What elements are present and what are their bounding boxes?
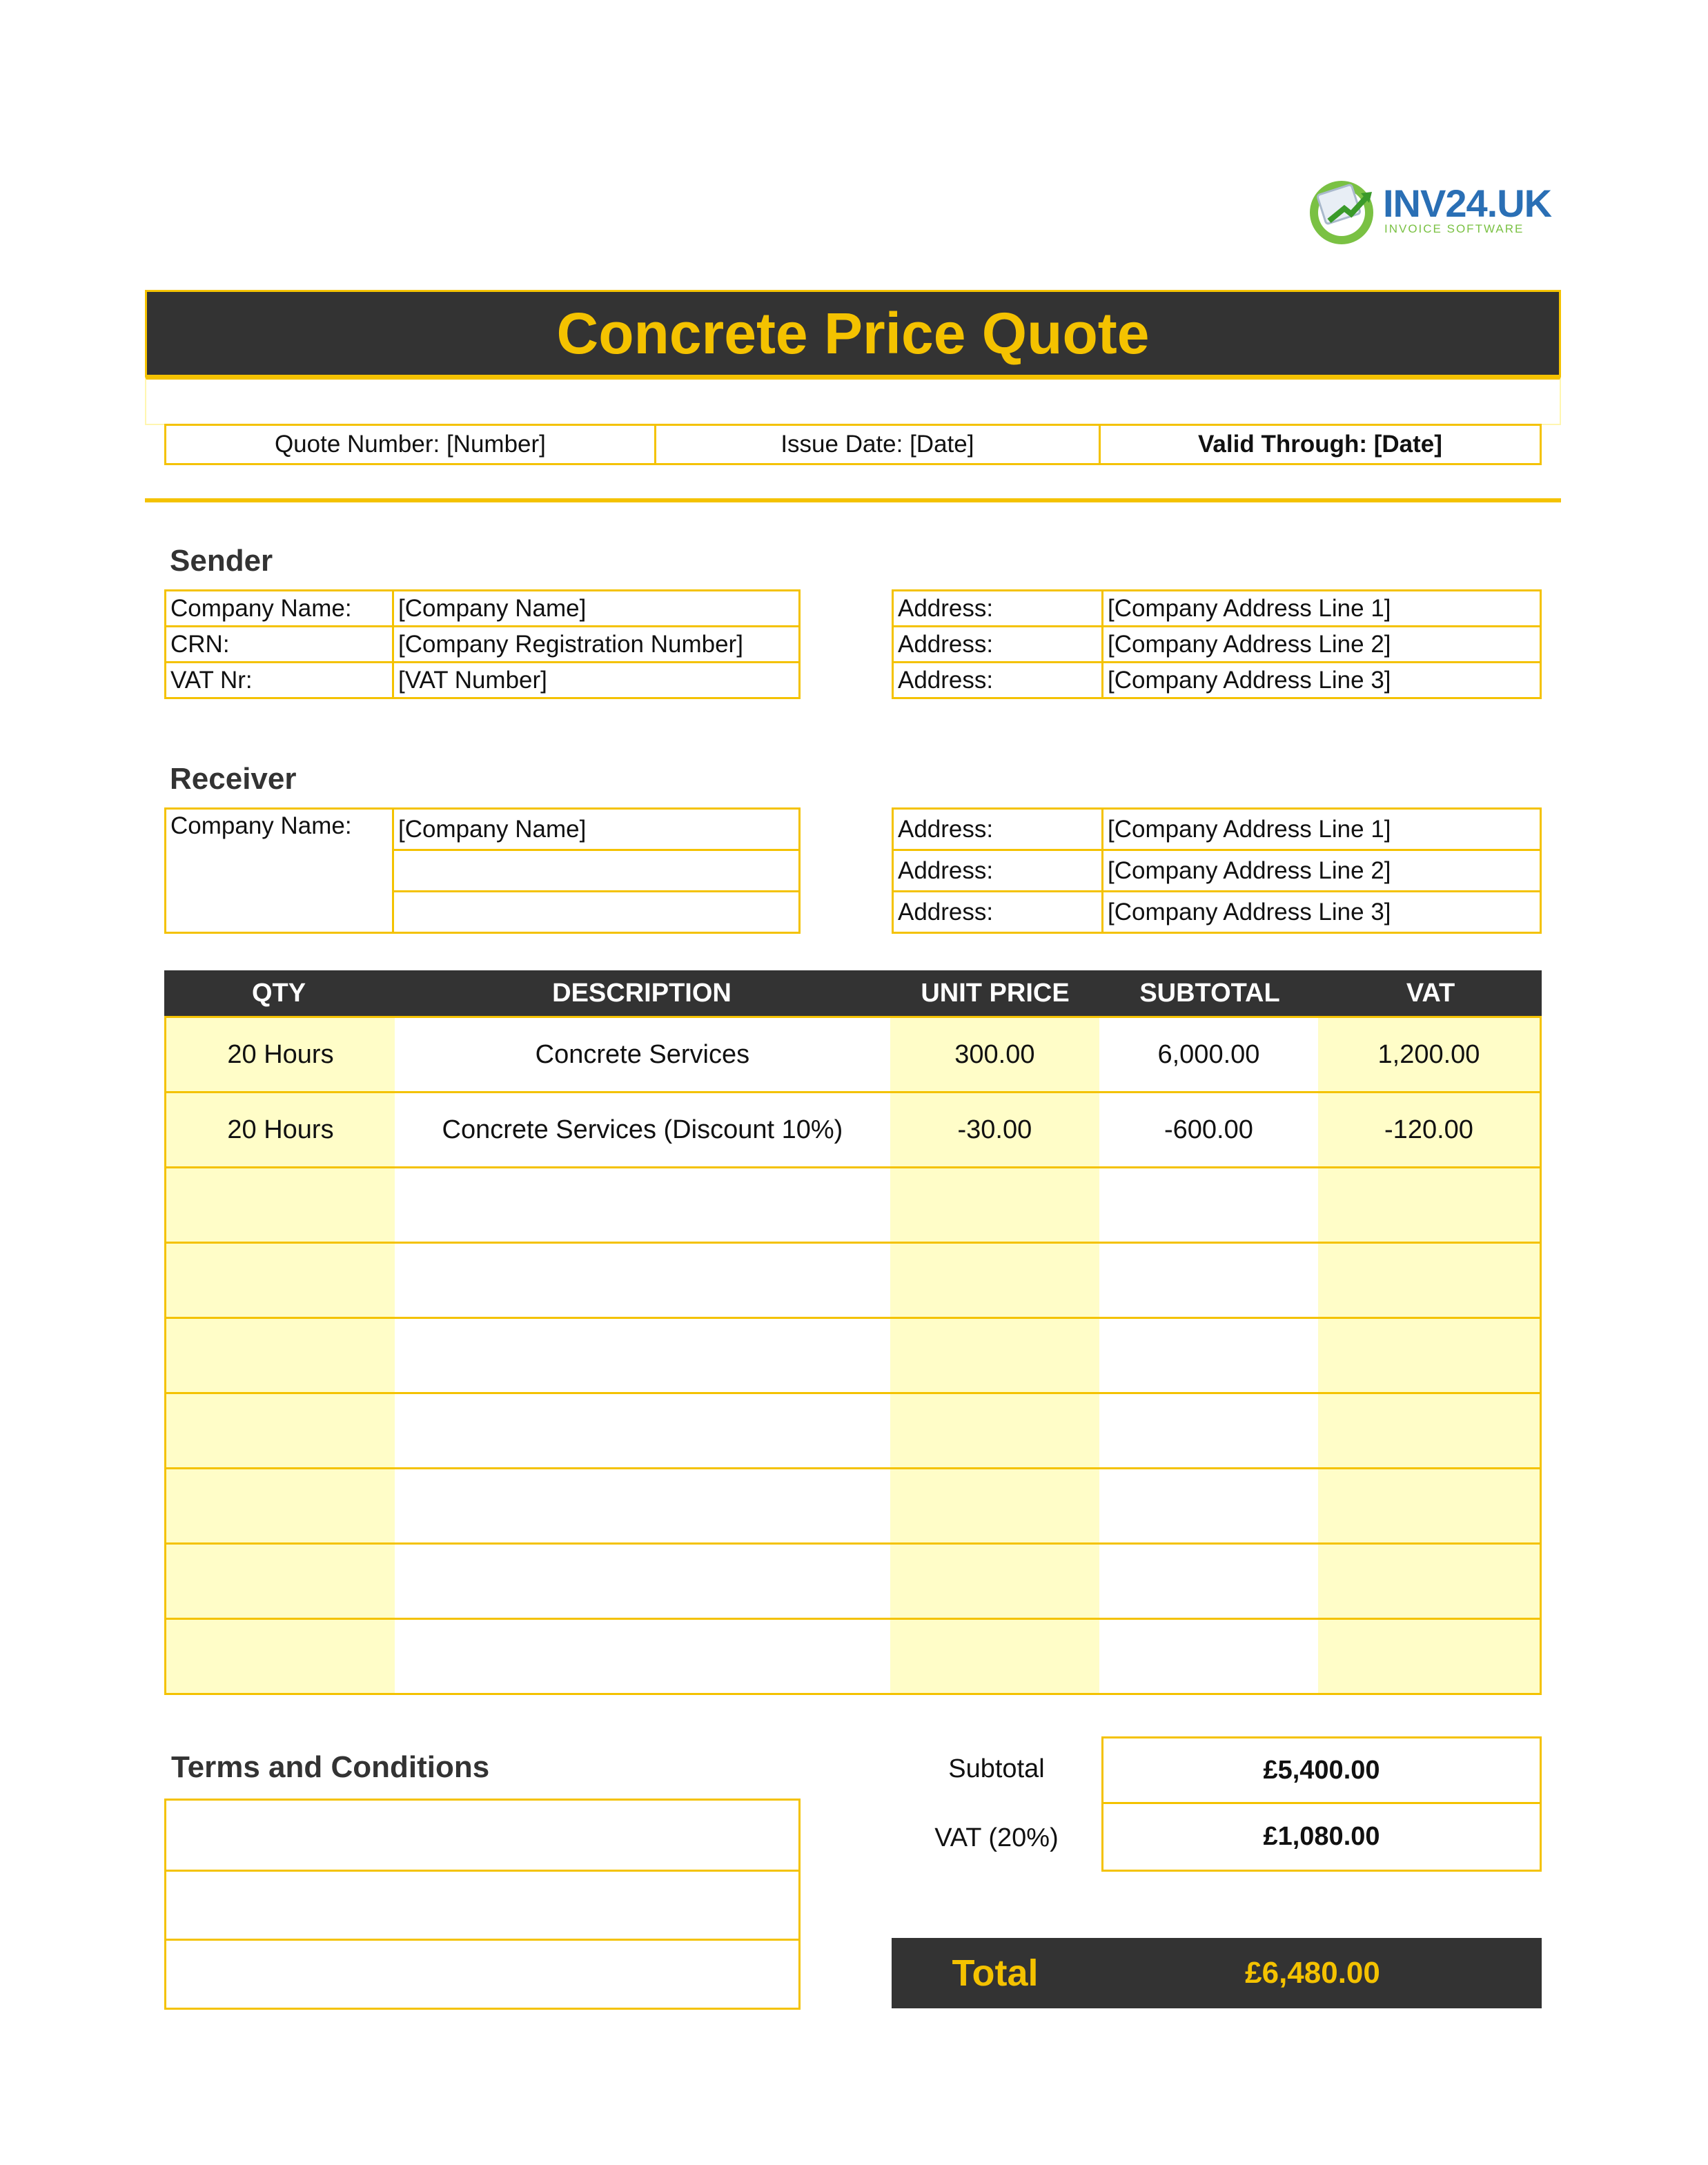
- column-header-qty: QTY: [251, 978, 306, 1008]
- address-value[interactable]: [Company Address Line 1]: [1103, 591, 1541, 627]
- subtotal-label: Subtotal: [948, 1754, 1045, 1783]
- vat-label: VAT (20%): [934, 1823, 1059, 1852]
- receiver-address-table: [892, 807, 1542, 934]
- cell-vat[interactable]: [1318, 1319, 1540, 1392]
- address-label: Address:: [893, 809, 1103, 850]
- address-label: Address:: [893, 892, 1103, 933]
- address-label: Address:: [893, 663, 1103, 698]
- sender-value[interactable]: [Company Name]: [393, 591, 800, 627]
- total-band: [892, 1938, 1542, 2008]
- cell-unit-price[interactable]: [890, 1244, 1099, 1317]
- column-header-subtotal: SUBTOTAL: [1139, 978, 1280, 1008]
- cell-description[interactable]: Concrete Services (Discount 10%): [395, 1093, 890, 1166]
- cell-unit-price[interactable]: [890, 1394, 1099, 1467]
- cell-vat[interactable]: [1318, 1469, 1540, 1542]
- address-value[interactable]: [Company Address Line 1]: [1103, 809, 1541, 850]
- logo-wordmark: INV24.UK: [1383, 182, 1552, 225]
- terms-box[interactable]: [164, 1799, 801, 2010]
- cell-description[interactable]: [395, 1545, 890, 1618]
- cell-subtotal[interactable]: [1099, 1319, 1318, 1392]
- cell-vat[interactable]: -120.00: [1318, 1093, 1540, 1166]
- receiver-value[interactable]: [Company Name]: [393, 809, 800, 850]
- sender-details-table: [164, 589, 801, 699]
- cell-vat[interactable]: [1318, 1545, 1540, 1618]
- table-row: [166, 1317, 1540, 1392]
- cell-subtotal[interactable]: -600.00: [1099, 1093, 1318, 1166]
- receiver-address-row: [893, 809, 1541, 850]
- receiver-label: Company Name:: [166, 809, 393, 933]
- issue-date-field[interactable]: Issue Date: [Date]: [656, 426, 1101, 463]
- cell-description[interactable]: [395, 1319, 890, 1392]
- receiver-value[interactable]: [393, 850, 800, 892]
- sender-row: [166, 627, 800, 663]
- cell-subtotal[interactable]: 6,000.00: [1099, 1018, 1318, 1091]
- column-header-unit-price: UNIT PRICE: [921, 978, 1070, 1008]
- cell-unit-price[interactable]: 300.00: [890, 1018, 1099, 1091]
- cell-qty[interactable]: [166, 1545, 395, 1618]
- address-value[interactable]: [Company Address Line 3]: [1103, 892, 1541, 933]
- cell-qty[interactable]: [166, 1244, 395, 1317]
- valid-through-field[interactable]: Valid Through: [Date]: [1198, 431, 1442, 458]
- sender-address-row: [893, 627, 1541, 663]
- column-header-description: DESCRIPTION: [552, 978, 732, 1008]
- logo-tagline: INVOICE SOFTWARE: [1384, 222, 1524, 235]
- column-header-vat: VAT: [1406, 978, 1455, 1008]
- address-value[interactable]: [Company Address Line 3]: [1103, 663, 1541, 698]
- table-row: [166, 1016, 1540, 1091]
- sender-label: CRN:: [166, 627, 393, 663]
- receiver-row: [166, 809, 800, 850]
- receiver-heading: Receiver: [170, 762, 297, 796]
- page-title: Concrete Price Quote: [556, 300, 1150, 366]
- cell-qty[interactable]: [166, 1394, 395, 1467]
- cell-vat[interactable]: [1318, 1244, 1540, 1317]
- cell-subtotal[interactable]: [1099, 1394, 1318, 1467]
- address-label: Address:: [893, 850, 1103, 892]
- cell-qty[interactable]: 20 Hours: [166, 1018, 395, 1091]
- table-row: [166, 1542, 1540, 1618]
- cell-qty[interactable]: [166, 1469, 395, 1542]
- cell-subtotal[interactable]: [1099, 1469, 1318, 1542]
- cell-qty[interactable]: [166, 1168, 395, 1242]
- quote-number-field[interactable]: Quote Number: [Number]: [166, 426, 656, 463]
- cell-description[interactable]: Concrete Services: [395, 1018, 890, 1091]
- cell-vat[interactable]: [1318, 1620, 1540, 1693]
- sender-value[interactable]: [Company Registration Number]: [393, 627, 800, 663]
- sender-address-row: [893, 663, 1541, 698]
- sender-row: [166, 663, 800, 698]
- sender-row: [166, 591, 800, 627]
- cell-unit-price[interactable]: [890, 1545, 1099, 1618]
- cell-qty[interactable]: [166, 1319, 395, 1392]
- sender-label: VAT Nr:: [166, 663, 393, 698]
- cell-description[interactable]: [395, 1394, 890, 1467]
- cell-subtotal[interactable]: [1099, 1620, 1318, 1693]
- table-row: [166, 1166, 1540, 1242]
- sender-address-row: [893, 591, 1541, 627]
- table-row: [166, 1242, 1540, 1317]
- line-items-body: [164, 1016, 1542, 1695]
- cell-qty[interactable]: [166, 1620, 395, 1693]
- cell-unit-price[interactable]: -30.00: [890, 1093, 1099, 1166]
- address-value[interactable]: [Company Address Line 2]: [1103, 850, 1541, 892]
- receiver-address-row: [893, 892, 1541, 933]
- cell-subtotal[interactable]: [1099, 1244, 1318, 1317]
- table-row: [166, 1618, 1540, 1693]
- table-row: [166, 1091, 1540, 1166]
- table-row: [166, 1392, 1540, 1467]
- line-items-header: [164, 970, 1542, 1016]
- vat-value: £1,080.00: [1101, 1802, 1542, 1872]
- cell-subtotal[interactable]: [1099, 1545, 1318, 1618]
- address-value[interactable]: [Company Address Line 2]: [1103, 627, 1541, 663]
- cell-unit-price[interactable]: [890, 1319, 1099, 1392]
- address-label: Address:: [893, 627, 1103, 663]
- quote-meta-row: [164, 424, 1542, 465]
- cell-vat[interactable]: [1318, 1168, 1540, 1242]
- terms-line[interactable]: [166, 1801, 798, 1870]
- sender-heading: Sender: [170, 544, 273, 578]
- terms-heading: Terms and Conditions: [171, 1750, 490, 1784]
- cell-description[interactable]: [395, 1168, 890, 1242]
- title-underline-box: [145, 377, 1561, 425]
- total-label: Total: [952, 1952, 1039, 1994]
- cell-description[interactable]: [395, 1244, 890, 1317]
- cell-vat[interactable]: 1,200.00: [1318, 1018, 1540, 1091]
- cell-description[interactable]: [395, 1620, 890, 1693]
- cell-description[interactable]: [395, 1469, 890, 1542]
- section-divider: [145, 498, 1561, 502]
- sender-address-table: [892, 589, 1542, 699]
- cell-unit-price[interactable]: [890, 1469, 1099, 1542]
- sender-value[interactable]: [VAT Number]: [393, 663, 800, 698]
- terms-line[interactable]: [166, 1939, 798, 2008]
- sender-label: Company Name:: [166, 591, 393, 627]
- table-row: [166, 1467, 1540, 1542]
- receiver-address-row: [893, 850, 1541, 892]
- cell-unit-price[interactable]: [890, 1168, 1099, 1242]
- cell-unit-price[interactable]: [890, 1620, 1099, 1693]
- line-items-table: [164, 970, 1542, 1695]
- cell-qty[interactable]: 20 Hours: [166, 1093, 395, 1166]
- address-label: Address:: [893, 591, 1103, 627]
- terms-line[interactable]: [166, 1870, 798, 1939]
- receiver-details-table: [164, 807, 801, 934]
- title-band: [145, 290, 1561, 377]
- total-value: £6,480.00: [1245, 1956, 1380, 1990]
- cell-subtotal[interactable]: [1099, 1168, 1318, 1242]
- cell-vat[interactable]: [1318, 1394, 1540, 1467]
- subtotal-value: £5,400.00: [1101, 1736, 1542, 1804]
- receiver-value[interactable]: [393, 892, 800, 933]
